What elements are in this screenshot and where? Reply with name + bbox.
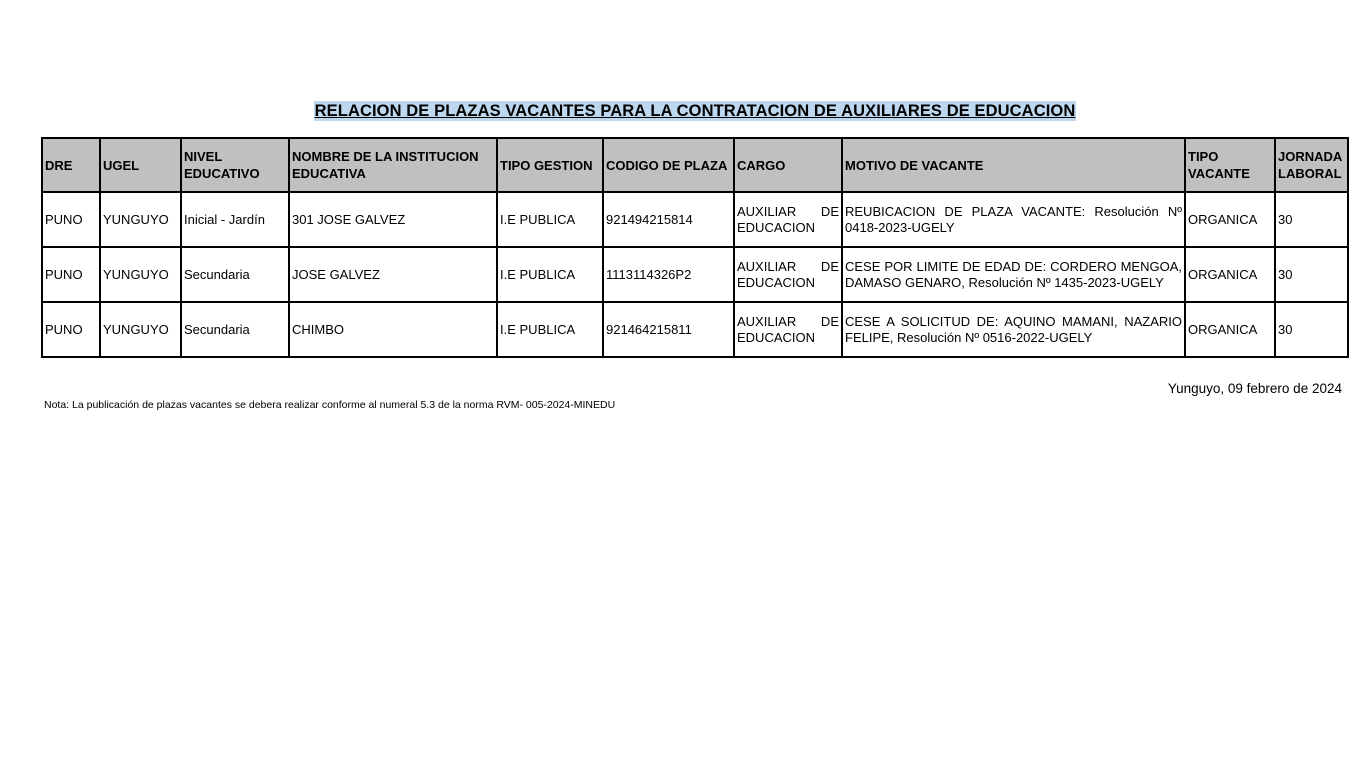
cell-ugel: YUNGUYO [100, 192, 181, 247]
header-jornada-laboral: JORNADA LABORAL [1275, 138, 1348, 192]
cell-codigo: 921464215811 [603, 302, 734, 357]
vacancies-table [41, 137, 1349, 358]
header-codigo-plaza: CODIGO DE PLAZA [603, 138, 734, 192]
cell-nivel: Secundaria [181, 247, 289, 302]
cell-nombre: 301 JOSE GALVEZ [289, 192, 497, 247]
cell-dre: PUNO [42, 192, 100, 247]
cell-tipo-gestion: I.E PUBLICA [497, 192, 603, 247]
cell-cargo: AUXILIAR DE EDUCACION [734, 247, 842, 302]
header-dre: DRE [42, 138, 100, 192]
cell-ugel: YUNGUYO [100, 247, 181, 302]
header-cargo: CARGO [734, 138, 842, 192]
table-row [42, 192, 1348, 247]
cell-dre: PUNO [42, 247, 100, 302]
cell-jornada: 30 [1275, 192, 1348, 247]
cell-tipo-vacante: ORGANICA [1185, 192, 1275, 247]
cell-codigo: 921494215814 [603, 192, 734, 247]
table-header-row [42, 138, 1348, 192]
header-tipo-gestion: TIPO GESTION [497, 138, 603, 192]
table-row [42, 302, 1348, 357]
cell-nombre: JOSE GALVEZ [289, 247, 497, 302]
header-ugel: UGEL [100, 138, 181, 192]
cell-ugel: YUNGUYO [100, 302, 181, 357]
cell-tipo-gestion: I.E PUBLICA [497, 247, 603, 302]
header-tipo-vacante: TIPO VACANTE [1185, 138, 1275, 192]
cell-cargo: AUXILIAR DE EDUCACION [734, 302, 842, 357]
cell-jornada: 30 [1275, 302, 1348, 357]
title-wrap [0, 101, 1371, 121]
cell-tipo-gestion: I.E PUBLICA [497, 302, 603, 357]
footnote: Nota: La publicación de plazas vacantes se debera realizar conforme al numeral 5.3 de la norma RVM- 005-2024-MINEDU [44, 399, 616, 411]
document-date: Yunguyo, 09 febrero de 2024 [1167, 381, 1342, 396]
cell-jornada: 30 [1275, 247, 1348, 302]
cell-nivel: Secundaria [181, 302, 289, 357]
header-nombre-institucion: NOMBRE DE LA INSTITUCION EDUCATIVA [289, 138, 497, 192]
cell-tipo-vacante: ORGANICA [1185, 247, 1275, 302]
table-row [42, 247, 1348, 302]
cell-motivo: CESE POR LIMITE DE EDAD DE: CORDERO MENGOA, DAMASO GENARO, Resolución Nº 1435-2023-UGELY [842, 247, 1185, 302]
header-motivo-vacante: MOTIVO DE VACANTE [842, 138, 1185, 192]
cell-motivo: REUBICACION DE PLAZA VACANTE: Resolución Nº 0418-2023-UGELY [842, 192, 1185, 247]
cell-dre: PUNO [42, 302, 100, 357]
cell-motivo: CESE A SOLICITUD DE: AQUINO MAMANI, NAZARIO FELIPE, Resolución Nº 0516-2022-UGELY [842, 302, 1185, 357]
cell-tipo-vacante: ORGANICA [1185, 302, 1275, 357]
header-nivel-educativo: NIVEL EDUCATIVO [181, 138, 289, 192]
cell-cargo: AUXILIAR DE EDUCACION [734, 192, 842, 247]
cell-codigo: 1113114326P2 [603, 247, 734, 302]
cell-nombre: CHIMBO [289, 302, 497, 357]
cell-nivel: Inicial - Jardín [181, 192, 289, 247]
document-title: RELACION DE PLAZAS VACANTES PARA LA CONTRATACION DE AUXILIARES DE EDUCACION [314, 102, 1076, 120]
